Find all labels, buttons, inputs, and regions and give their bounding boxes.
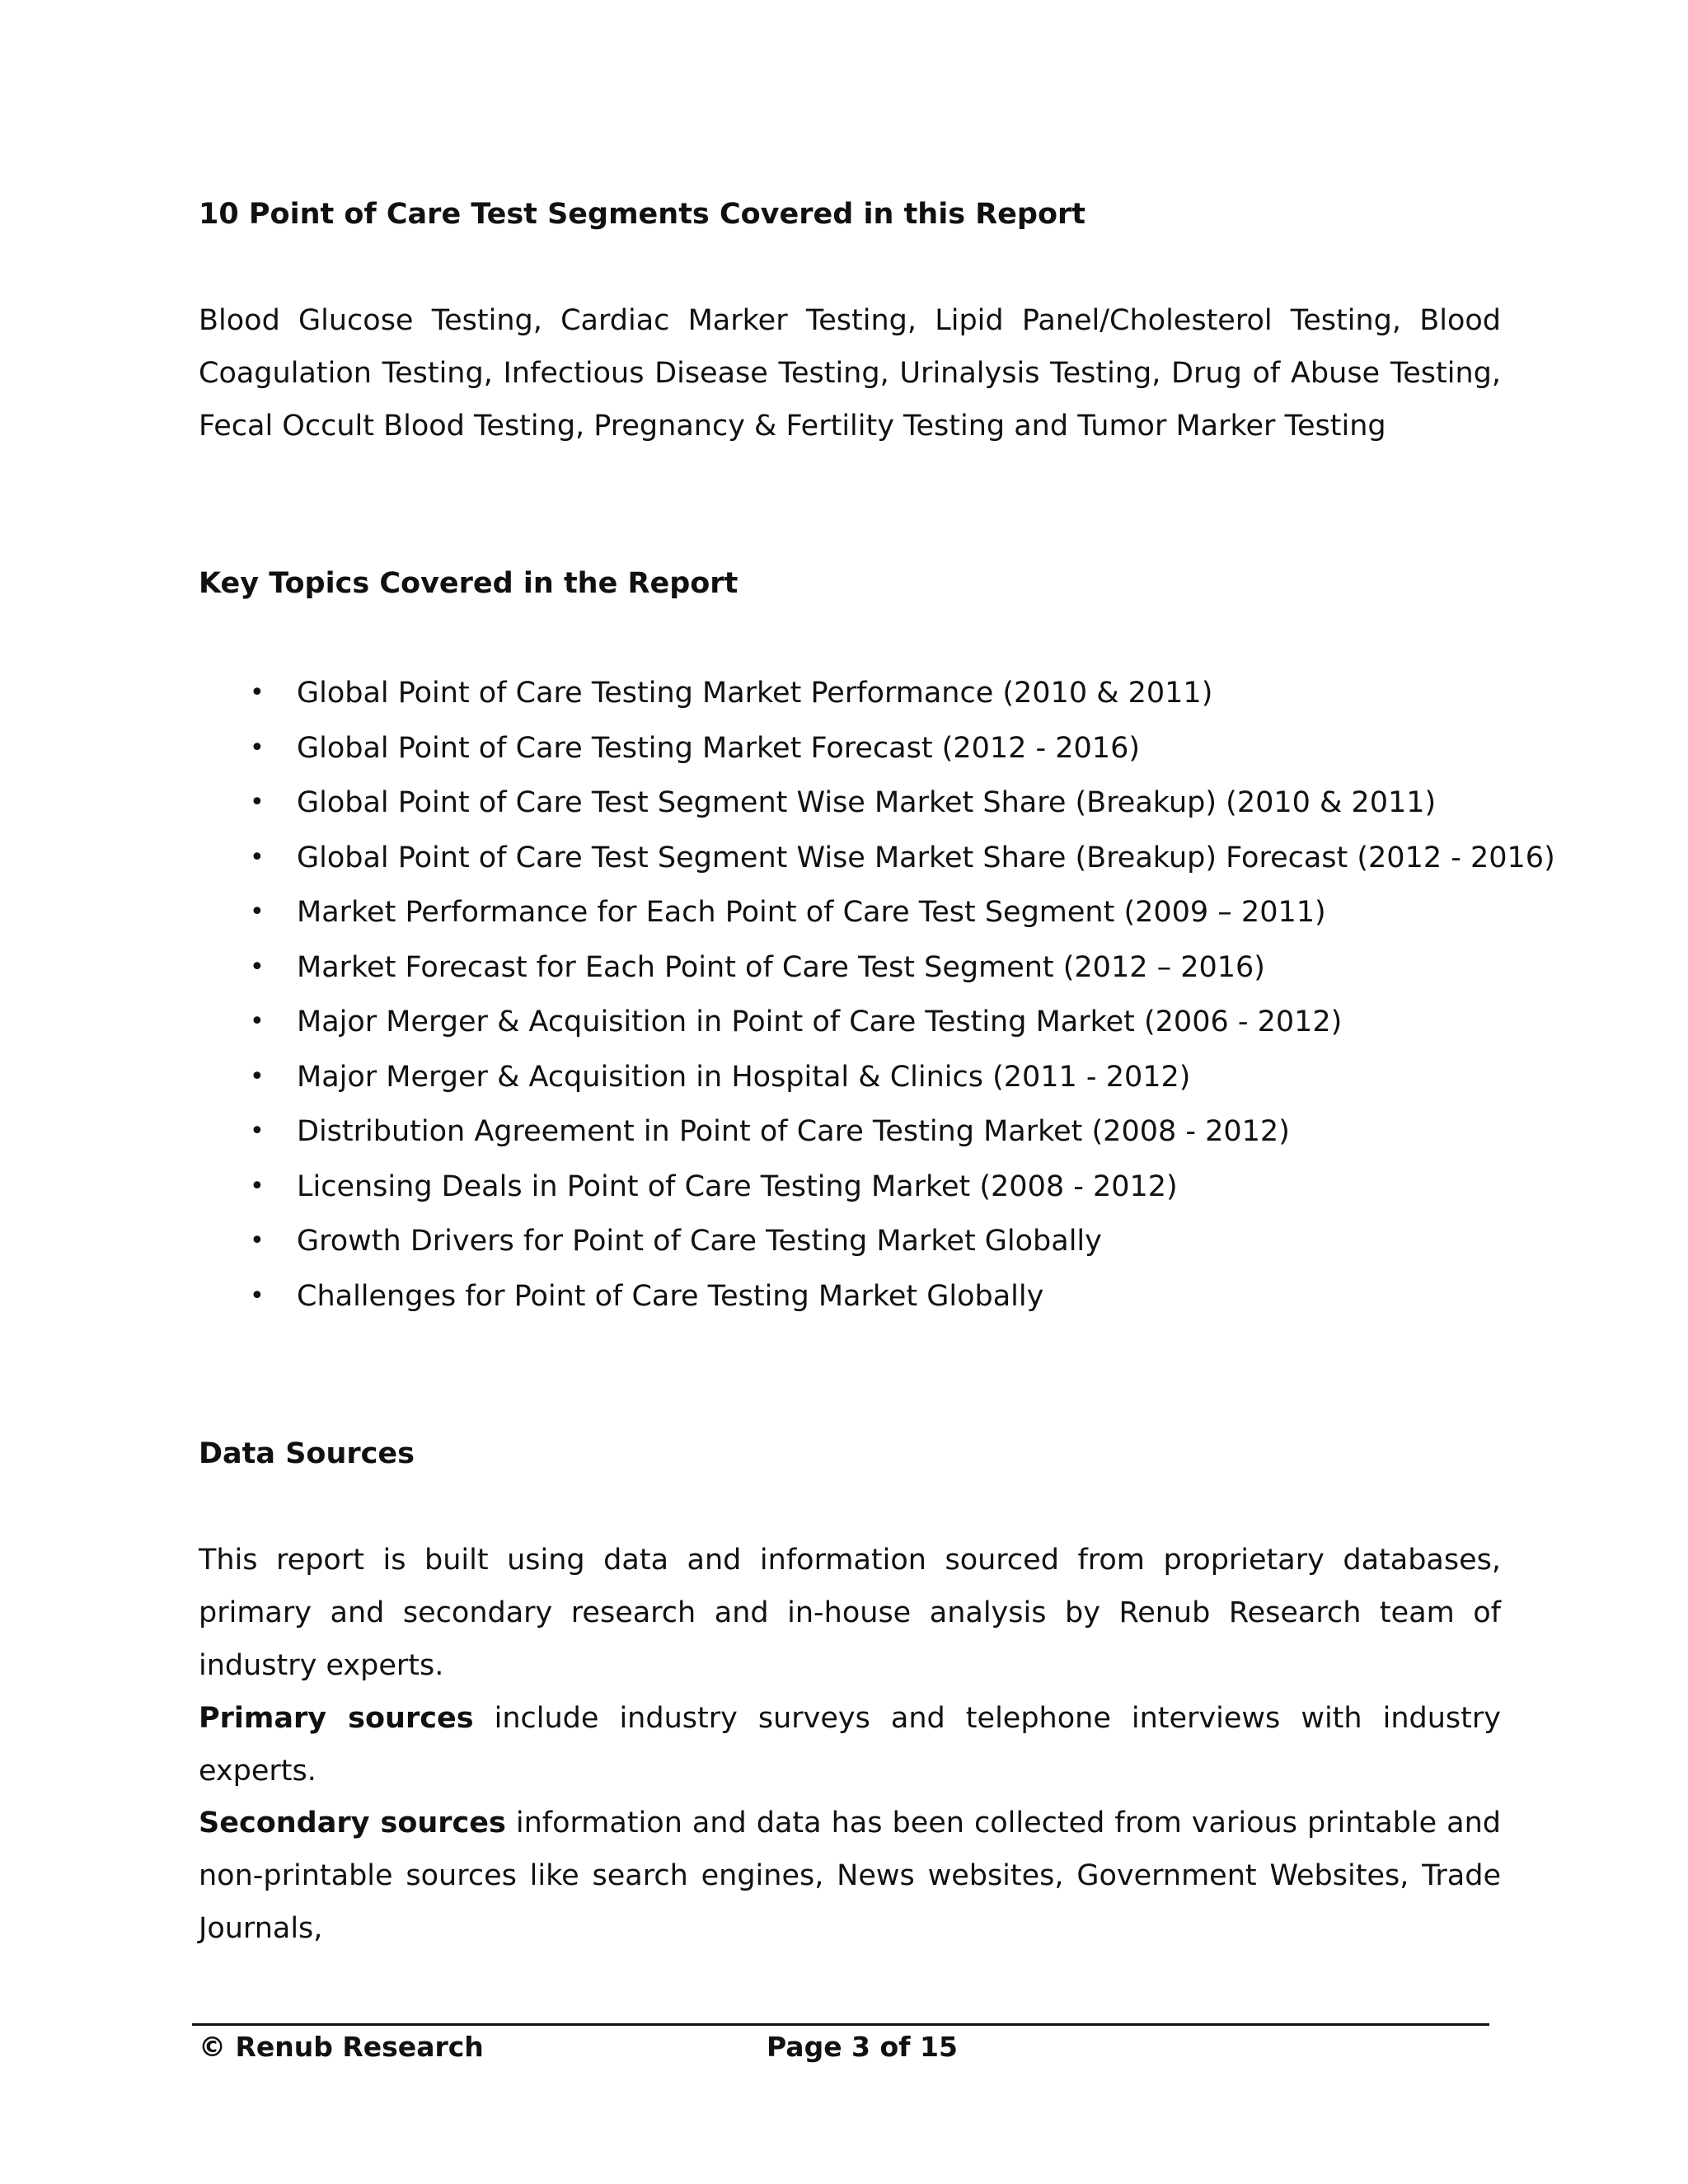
bullet-icon: • bbox=[250, 1007, 265, 1036]
bullet-icon: • bbox=[250, 842, 265, 872]
bullet-icon: • bbox=[250, 678, 265, 707]
bullet-icon: • bbox=[250, 1171, 265, 1201]
primary-sources-label: Primary sources bbox=[199, 1702, 474, 1735]
topic-item bbox=[199, 1160, 1501, 1215]
secondary-sources-label: Secondary sources bbox=[199, 1807, 506, 1840]
topic-text: Challenges for Point of Care Testing Market Globally bbox=[297, 1279, 1044, 1313]
bullet-icon: • bbox=[250, 1281, 265, 1310]
bullet-icon: • bbox=[250, 733, 265, 762]
primary-sources-paragraph bbox=[199, 1692, 1501, 1797]
topic-text: Major Merger & Acquisition in Hospital & Clinics (2011 - 2012) bbox=[297, 1060, 1191, 1094]
primary-sources-text: include industry surveys and telephone interviews with industry experts. bbox=[199, 1702, 1501, 1788]
topic-item bbox=[199, 666, 1501, 721]
topic-item bbox=[199, 1104, 1501, 1160]
topic-item bbox=[199, 721, 1501, 776]
topic-item bbox=[199, 1269, 1501, 1324]
data-sources-heading: Data Sources bbox=[199, 1437, 415, 1470]
segments-paragraph: Blood Glucose Testing, Cardiac Marker Testing, Lipid Panel/Cholesterol Testing, Blood Coagulation Testing, Infectious Disease Testing, Urinalysis Testing, Drug of Abuse Testing, Fecal Occult Blood Testing, Pregnancy & Fertility Testing and Tumor Marker Testing bbox=[199, 304, 1501, 443]
bullet-icon: • bbox=[250, 1226, 265, 1255]
bullet-icon: • bbox=[250, 1062, 265, 1091]
bullet-icon: • bbox=[250, 898, 265, 926]
secondary-sources-text: information and data has been collected from various printable and non-printable sources like search engines, News websites, Government Websites, Trade Journals, bbox=[199, 1807, 1501, 1945]
topic-item bbox=[199, 831, 1555, 886]
topic-item bbox=[199, 995, 1501, 1050]
topic-text: Distribution Agreement in Point of Care Testing Market (2008 - 2012) bbox=[297, 1115, 1290, 1148]
secondary-sources-paragraph bbox=[199, 1797, 1501, 1955]
topic-item bbox=[199, 1050, 1501, 1105]
topic-item bbox=[199, 1214, 1501, 1269]
topic-text: Market Performance for Each Point of Care Test Segment (2009 – 2011) bbox=[297, 896, 1326, 929]
topic-text: Global Point of Care Test Segment Wise Market Share (Breakup) Forecast (2012 - 2016) bbox=[297, 841, 1555, 874]
segments-heading: 10 Point of Care Test Segments Covered in this Report bbox=[199, 198, 1086, 231]
topic-text: Licensing Deals in Point of Care Testing Market (2008 - 2012) bbox=[297, 1169, 1178, 1203]
topic-text: Growth Drivers for Point of Care Testing Market Globally bbox=[297, 1225, 1102, 1258]
topic-text: Global Point of Care Testing Market Forecast (2012 - 2016) bbox=[297, 731, 1140, 765]
footer-copyright: © Renub Research bbox=[199, 2031, 484, 2063]
topic-text: Global Point of Care Test Segment Wise Market Share (Breakup) (2010 & 2011) bbox=[297, 786, 1437, 819]
topics-list bbox=[199, 666, 1555, 1324]
footer-page-number: Page 3 of 15 bbox=[767, 2031, 958, 2063]
topic-text: Global Point of Care Testing Market Performance (2010 & 2011) bbox=[297, 677, 1213, 710]
topic-text: Market Forecast for Each Point of Care Test Segment (2012 – 2016) bbox=[297, 950, 1265, 984]
topics-heading: Key Topics Covered in the Report bbox=[199, 567, 738, 600]
topic-item bbox=[199, 776, 1501, 831]
bullet-icon: • bbox=[250, 952, 265, 982]
footer-divider bbox=[192, 2023, 1489, 2026]
bullet-icon: • bbox=[250, 788, 265, 817]
data-sources-paragraph: This report is built using data and information sourced from proprietary databases, primary and secondary research and in-house analysis by Renub Research team of industry experts. bbox=[199, 1544, 1501, 1682]
topic-text: Major Merger & Acquisition in Point of Care Testing Market (2006 - 2012) bbox=[297, 1005, 1343, 1038]
topic-item bbox=[199, 940, 1501, 996]
topic-item bbox=[199, 885, 1501, 940]
bullet-icon: • bbox=[250, 1117, 265, 1146]
